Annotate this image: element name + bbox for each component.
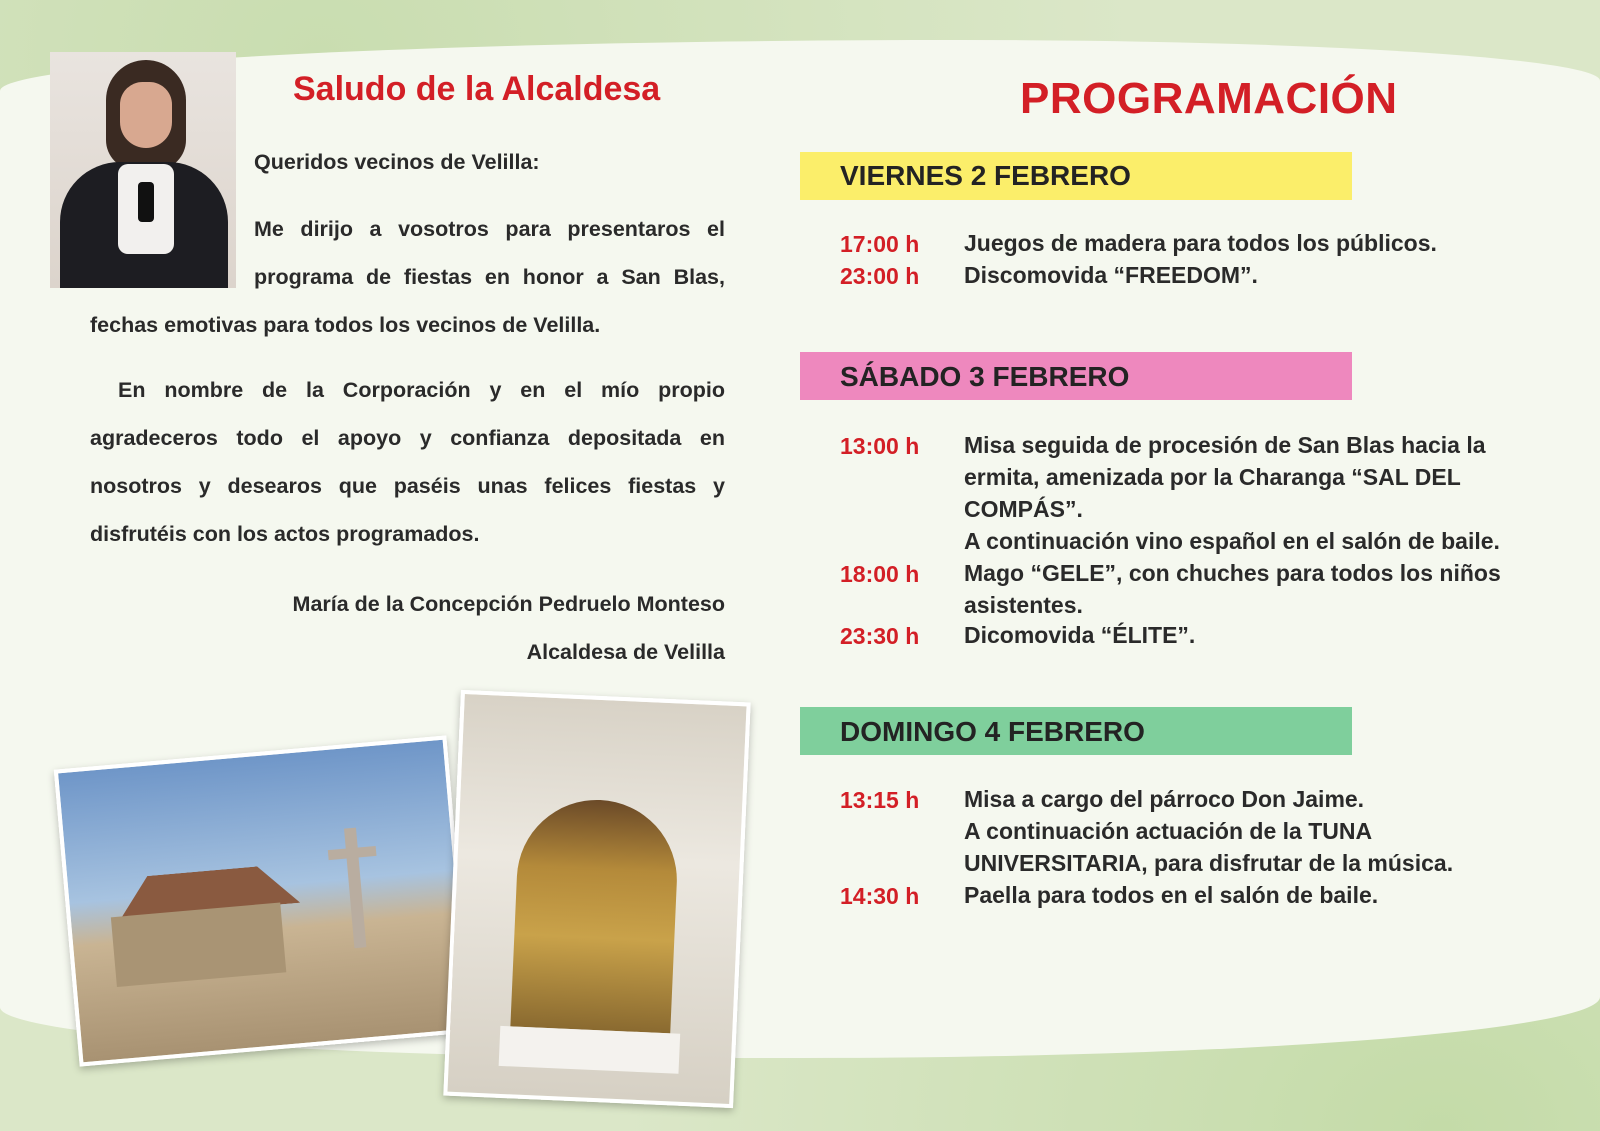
ermita-photo [54, 735, 472, 1066]
event-text-line: A continuación vino español en el salón de baile. [964, 528, 1500, 554]
event-text [964, 557, 1564, 621]
event-time: 13:00 h [840, 433, 920, 459]
event-text: Paella para todos en el salón de baile. [964, 882, 1379, 908]
event-text: Discomovida “FREEDOM”. [964, 262, 1258, 288]
signature-name: María de la Concepción Pedruelo Monteso [292, 592, 725, 616]
saludo-title: Saludo de la Alcaldesa [293, 70, 661, 108]
event-text-line: Misa seguida de procesión de San Blas hacia la [964, 432, 1486, 458]
event-time: 17:00 h [840, 231, 920, 257]
signature-role: Alcaldesa de Velilla [526, 640, 725, 664]
event-text [964, 783, 1564, 879]
event-time: 23:30 h [840, 623, 920, 649]
day-label-sabado: SÁBADO 3 FEBRERO [840, 361, 1130, 392]
event-text-line: COMPÁS”. [964, 496, 1083, 522]
event-text-line: UNIVERSITARIA, para disfrutar de la música. [964, 850, 1454, 876]
event-text-line: ermita, amenizada por la Charanga “SAL DEL [964, 464, 1461, 490]
event-time: 13:15 h [840, 787, 920, 813]
saludo-paragraph-2: En nombre de la Corporación y en el mío propio agradeceros todo el apoyo y confianza depositada en nosotros y desearos que paséis unas felices fiestas y disfrutéis con los actos programados. [90, 378, 725, 546]
event-text-line: Misa a cargo del párroco Don Jaime. [964, 786, 1365, 812]
day-label-domingo: DOMINGO 4 FEBRERO [840, 716, 1145, 747]
saludo-signature [90, 580, 725, 676]
event-text-line: Mago “GELE”, con chuches para todos los niños [964, 560, 1501, 586]
saludo-greeting: Queridos vecinos de Velilla: [254, 150, 540, 174]
saludo-paragraph-1: Me dirijo a vosotros para presentaros el programa de fiestas en honor a San Blas, fechas emotivas para todos los vecinos de Velilla. [90, 217, 725, 337]
church-altar-photo [443, 690, 750, 1108]
event-text: Dicomovida “ÉLITE”. [964, 622, 1196, 648]
event-text-line: A continuación actuación de la TUNA [964, 818, 1373, 844]
event-text: Juegos de madera para todos los públicos. [964, 230, 1437, 256]
event-time: 18:00 h [840, 561, 920, 587]
event-text-line: asistentes. [964, 592, 1083, 618]
event-text [964, 429, 1564, 557]
event-time: 23:00 h [840, 263, 920, 289]
programacion-title: PROGRAMACIÓN [1020, 74, 1398, 123]
event-time: 14:30 h [840, 883, 920, 909]
day-label-viernes: VIERNES 2 FEBRERO [840, 160, 1131, 191]
